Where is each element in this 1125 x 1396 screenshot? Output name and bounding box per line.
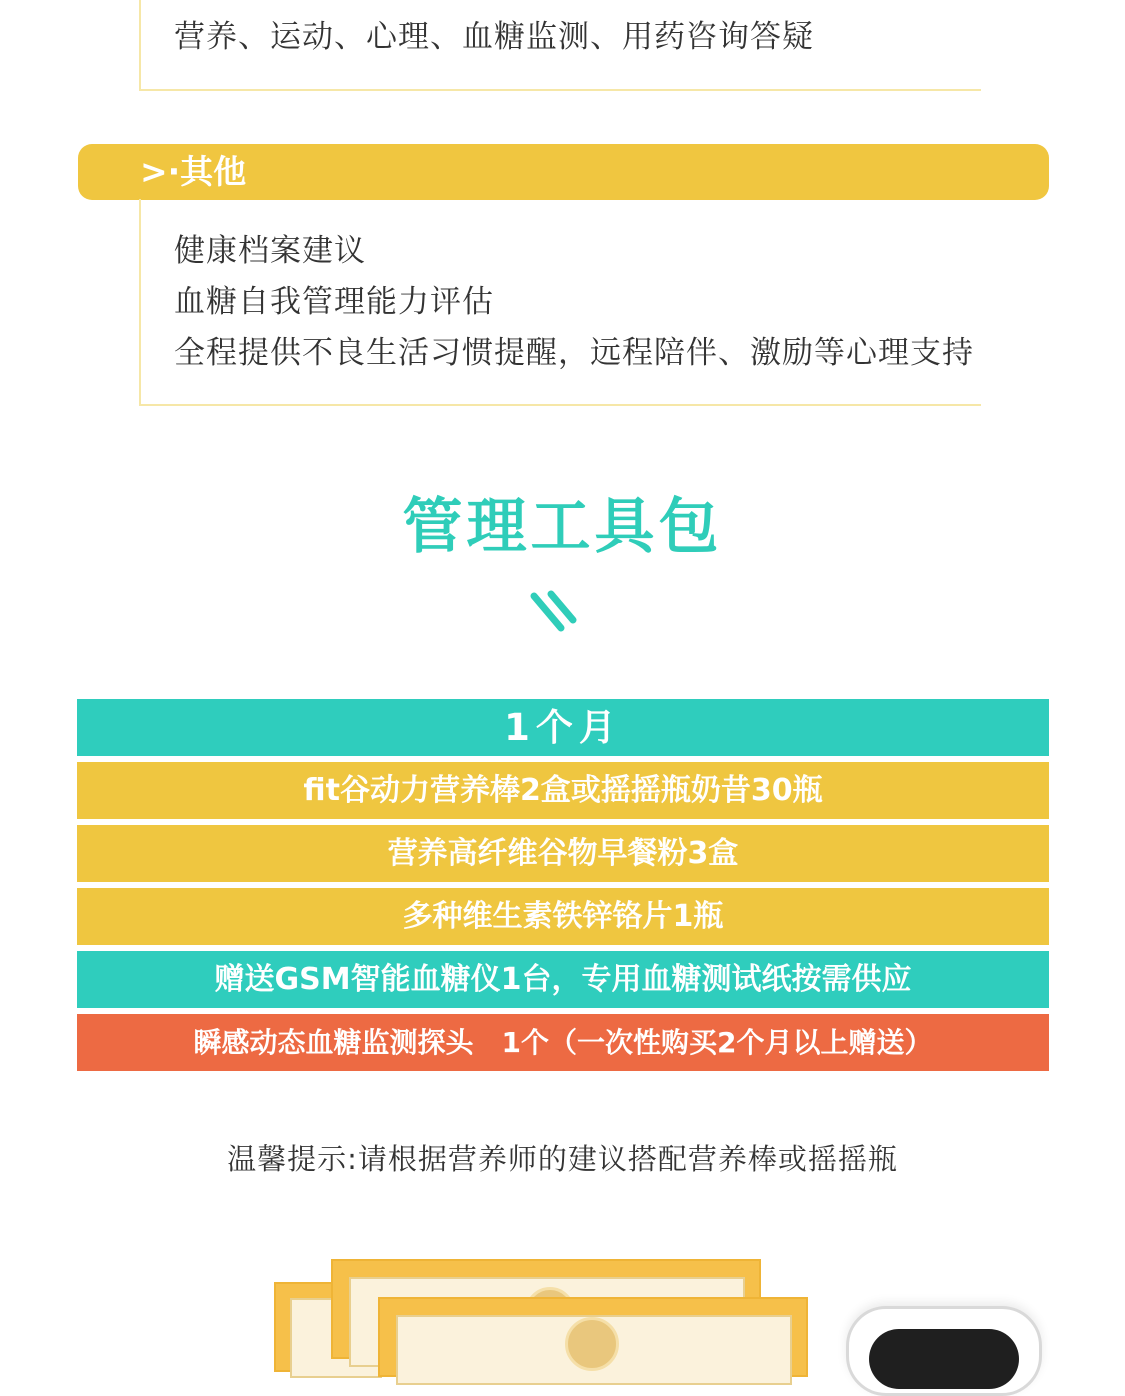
toolkit-title: 管理工具包 <box>402 492 723 562</box>
other-item-psych-support: 全程提供不良生活习惯提醒，远程陪伴、激励等心理支持 <box>174 335 974 371</box>
glucose-meter-image <box>846 1306 1042 1396</box>
toolkit-row-nutrition-bar: fit谷动力营养棒2盒或摇摇瓶奶昔30瓶 <box>77 762 1049 819</box>
other-section-title: >·其他 <box>140 152 247 191</box>
toolkit-row-cereal: 营养高纤维谷物早餐粉3盒 <box>77 825 1049 882</box>
double-slash-chevron-icon <box>529 590 581 636</box>
toolkit-row-vitamins: 多种维生素铁锌铬片1瓶 <box>77 888 1049 945</box>
other-item-self-management: 血糖自我管理能力评估 <box>174 284 494 320</box>
other-item-health-record: 健康档案建议 <box>174 233 366 269</box>
toolkit-duration-row: 1个月 <box>77 699 1049 756</box>
services-item: 营养、运动、心理、血糖监测、用药咨询答疑 <box>174 19 814 55</box>
toolkit-row-cgm-sensor: 瞬感动态血糖监测探头 1个（一次性购买2个月以上赠送） <box>77 1014 1049 1071</box>
tip-text: 温馨提示:请根据营养师的建议搭配营养棒或摇摇瓶 <box>227 1142 898 1176</box>
toolkit-row-glucose-meter: 赠送GSM智能血糖仪1台，专用血糖测试纸按需供应 <box>77 951 1049 1008</box>
